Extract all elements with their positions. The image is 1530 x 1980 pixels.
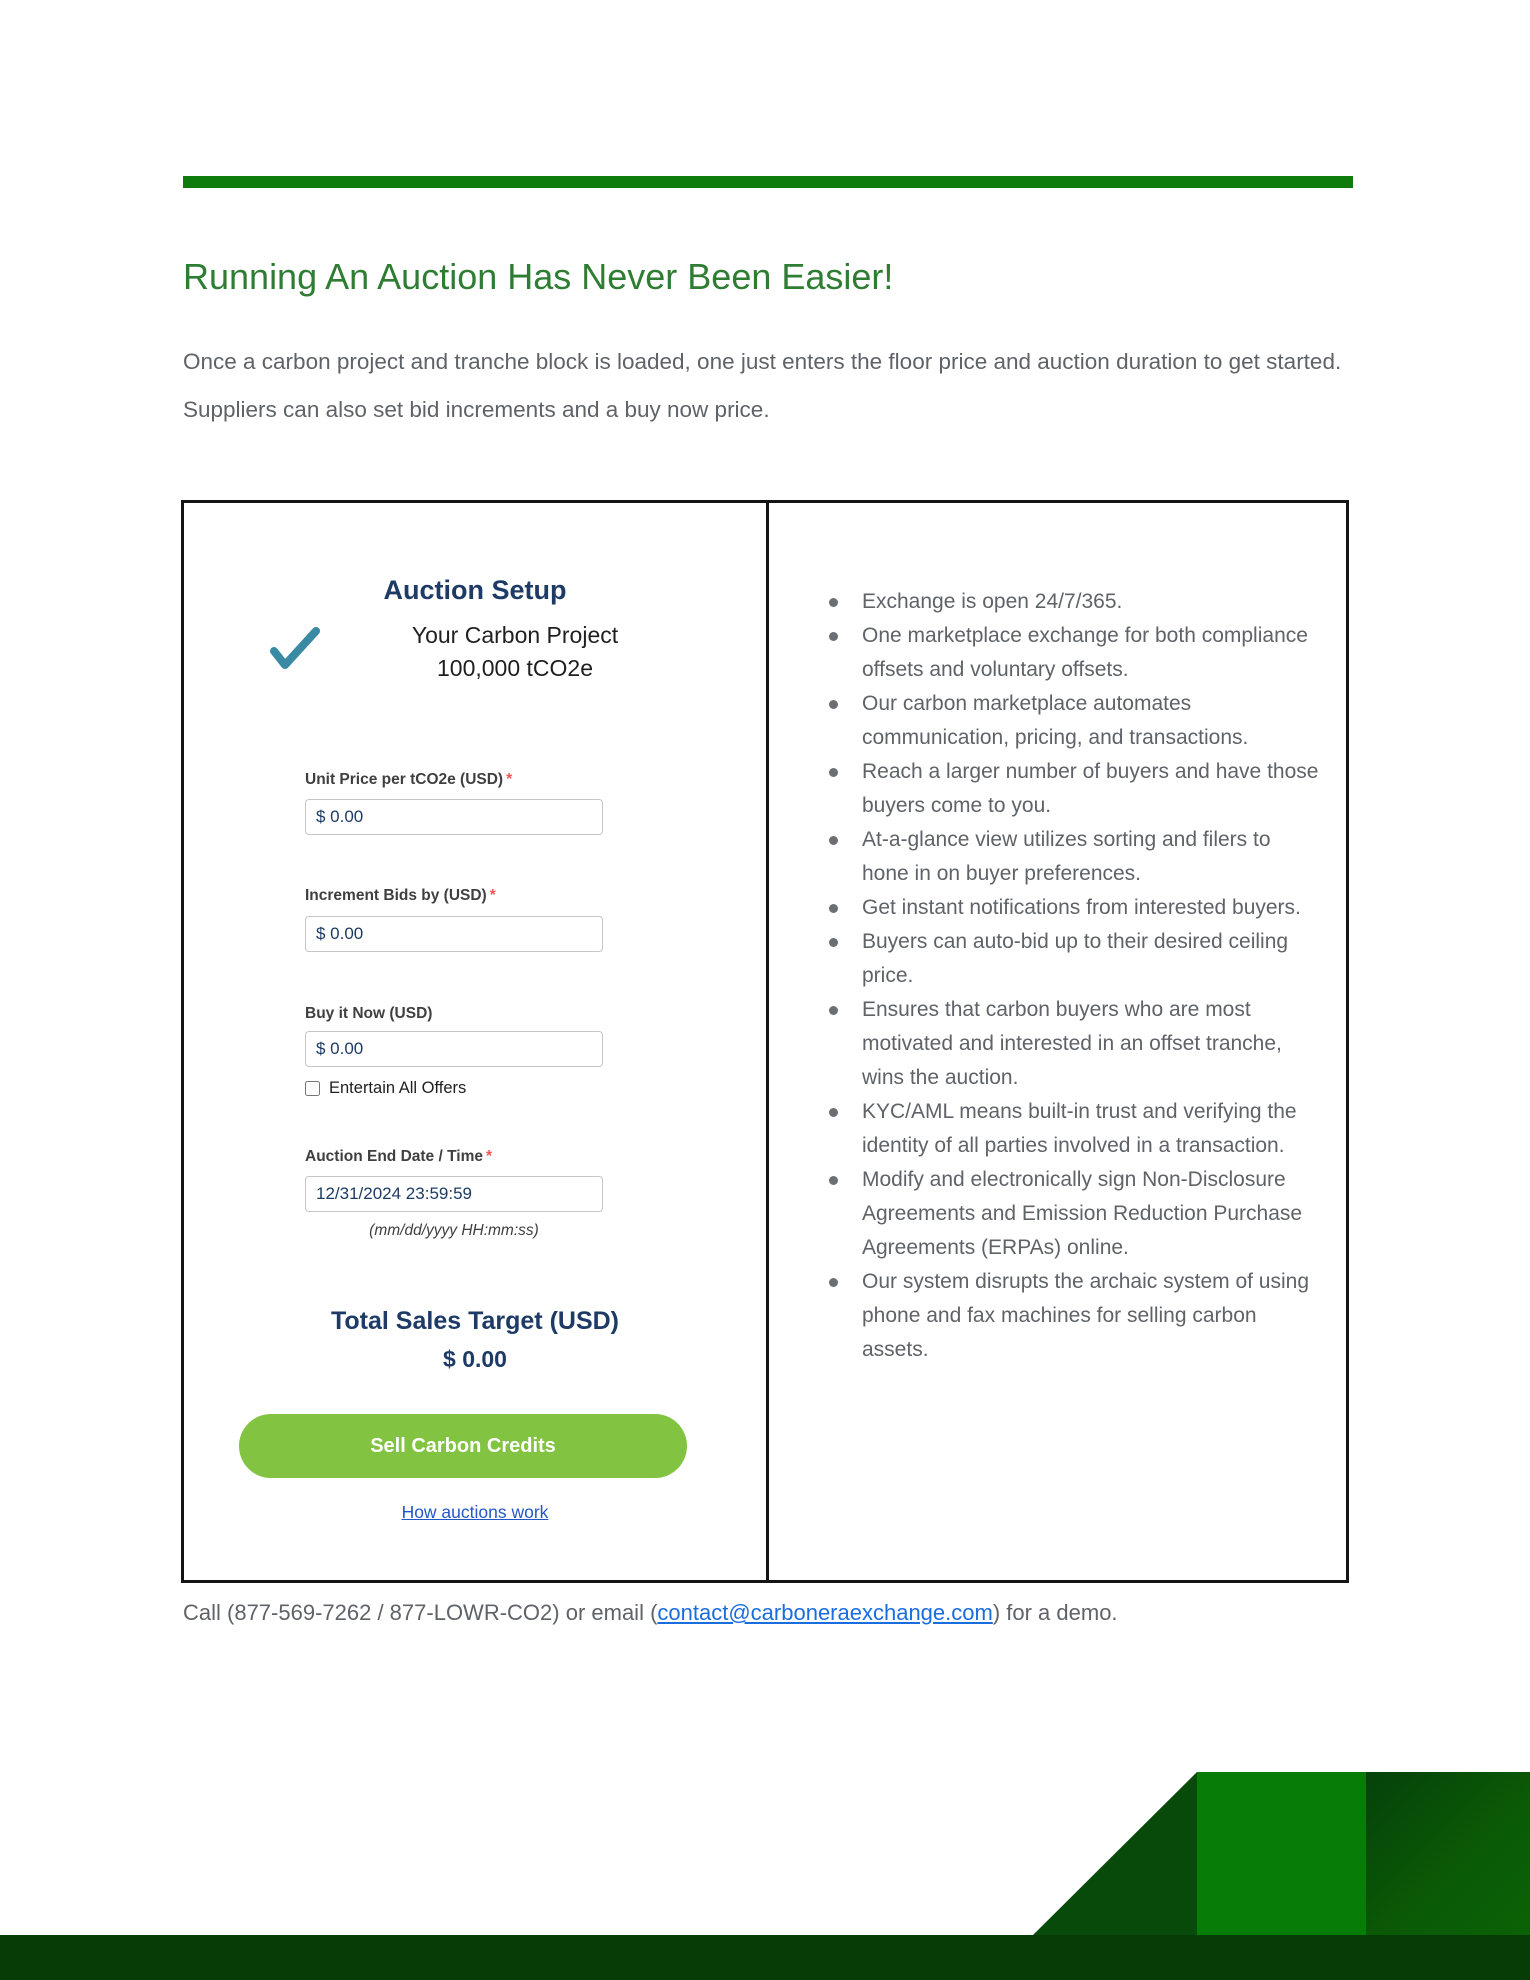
decorative-triangle [1033,1772,1197,1935]
contact-suffix: ) for a demo. [992,1600,1118,1625]
entertain-all-offers-checkbox[interactable] [305,1081,320,1096]
buy-it-now-input[interactable] [305,1031,603,1067]
required-asterisk: * [486,1148,493,1165]
auction-setup-panel [184,503,769,1580]
decorative-rectangle [1197,1772,1366,1935]
page-title: Running An Auction Has Never Been Easier! [183,256,894,297]
total-sales-target-value: $ 0.00 [443,1346,507,1372]
how-auctions-work-wrap [184,1502,766,1523]
feature-bullet-list [827,585,1321,1367]
bullet-item: Our carbon marketplace automates communication, pricing, and transactions. [827,687,1321,755]
date-format-hint: (mm/dd/yyyy HH:mm:ss) [369,1222,539,1239]
bullet-item: Buyers can auto-bid up to their desired ceiling price. [827,925,1321,993]
bullet-item: Reach a larger number of buyers and have those buyers come to you. [827,755,1321,823]
auction-setup-heading: Auction Setup [383,575,567,605]
bullet-item: Our system disrupts the archaic system of using phone and fax machines for selling carbon assets. [827,1265,1321,1367]
auction-end-label [305,1148,635,1166]
unit-price-label [305,771,635,789]
required-asterisk: * [506,771,513,788]
total-sales-target-label: Total Sales Target (USD) [330,1307,619,1335]
increment-bids-input[interactable] [305,916,603,952]
buy-it-now-label [305,1005,635,1023]
buy-it-now-label-text: Buy it Now (USD) [305,1005,433,1022]
bullet-item: At-a-glance view utilizes sorting and filers to hone in on buyer preferences. [827,823,1321,891]
bullet-item: Exchange is open 24/7/365. [827,585,1321,619]
increment-bids-label [305,887,635,905]
bullet-item: One marketplace exchange for both compliance offsets and voluntary offsets. [827,619,1321,687]
features-panel [769,503,1346,1580]
contact-prefix: Call (877-569-7262 / 877-LOWR-CO2) or email ( [183,1600,658,1625]
sell-carbon-credits-button[interactable]: Sell Carbon Credits [239,1414,687,1478]
contact-line [183,1600,1368,1626]
project-quantity: 100,000 tCO2e [436,655,593,681]
how-auctions-work-link[interactable]: How auctions work [401,1502,549,1522]
bullet-item: Modify and electronically sign Non-Disclosure Agreements and Emission Reduction Purchase Agreements (ERPAs) online. [827,1163,1321,1265]
intro-paragraph: Once a carbon project and tranche block is loaded, one just enters the floor price and auction duration to get started. Suppliers can also set bid increments and a buy now price. [183,349,1342,422]
top-accent-bar [183,176,1353,188]
two-panel-frame [181,500,1349,1583]
contact-email-link[interactable]: contact@carboneraexchange.com [657,1600,993,1625]
project-name: Your Carbon Project [411,622,619,648]
bullet-item: Get instant notifications from interested buyers. [827,891,1321,925]
unit-price-input[interactable] [305,799,603,835]
bullet-item: Ensures that carbon buyers who are most motivated and interested in an offset tranche, wins the auction. [827,993,1321,1095]
increment-bids-label-text: Increment Bids by (USD) [305,887,487,904]
entertain-all-offers-row [305,1079,466,1098]
entertain-all-offers-label: Entertain All Offers [329,1079,467,1097]
required-asterisk: * [489,887,496,904]
auction-end-input[interactable] [305,1176,603,1212]
auction-end-label-text: Auction End Date / Time [305,1148,483,1165]
unit-price-label-text: Unit Price per tCO2e (USD) [305,771,504,788]
bottom-accent-bar [0,1935,1530,1980]
bullet-item: KYC/AML means built-in trust and verifying the identity of all parties involved in a transaction. [827,1095,1321,1163]
decorative-gradient-block [1366,1772,1530,1935]
